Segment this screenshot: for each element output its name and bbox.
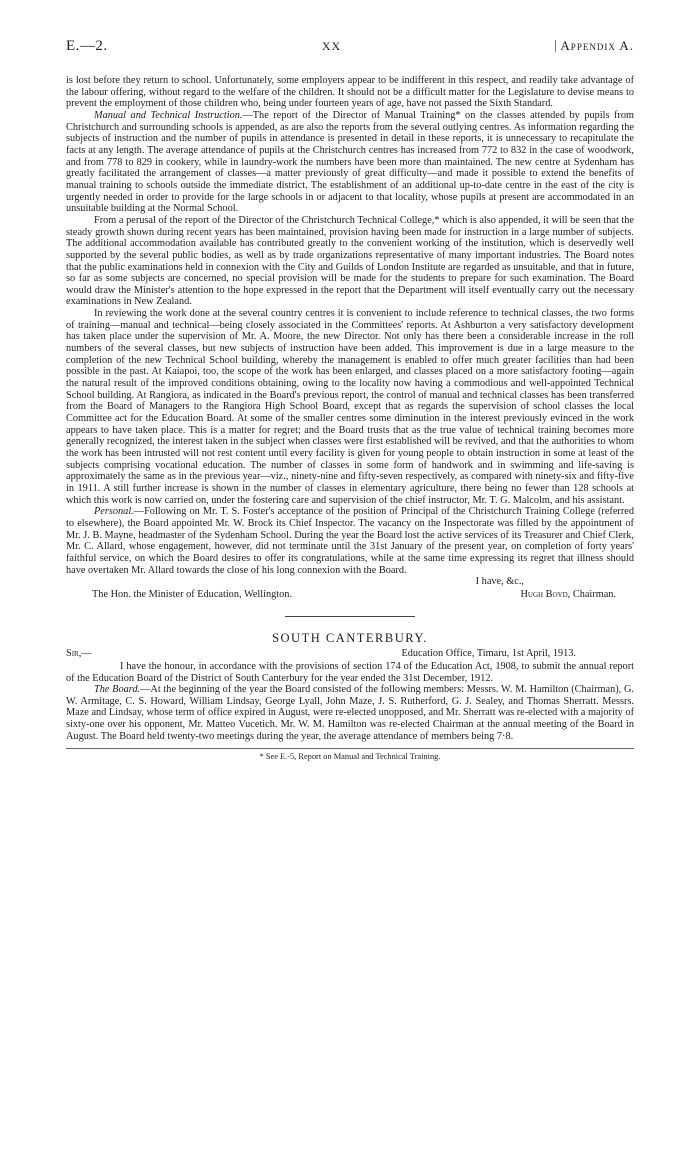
page-header <box>66 40 634 62</box>
paragraph-manual-technical <box>66 110 634 215</box>
signatory-title: , Chairman. <box>567 588 616 600</box>
paragraph-continuation: is lost before they return to school. Unfortunately, some employers appear to be indifferent in this respect, and readily take advantage of the labour offering, without regard to the welfare of the children. It should not be a difficult matter for the Legislature to devise means to prevent the employment of those children who, being under fourteen years of age, have not passed the Sixth Standard. <box>66 75 634 110</box>
paragraph-country-centres: In reviewing the work done at the several country centres it is convenient to include reference to technical classes, the two forms of training—manual and technical—being closely associated in the Committees' reports. At Ashburton a very satisfactory development has taken place under the supervision of Mr. A. Moore, the new Director. Not only has there been a considerable increase in the roll numbers of the several classes, but new subjects of instruction have been added. This improvement is due in a large measure to the completion of the new Technical School building, whereby the management is enabled to offer much greater facilities than had been possible in the past. At Kaiapoi, too, the scope of the work has been enlarged, and classes placed on a more satisfactory footing—again the natural result of the improved conditions obtaining, owing to the locality now having a commodious and well-appointed Technical School building. At Rangiora, as indicated in the Board's previous report, the control of manual and technical classes has been transferred from the Board of Managers to the Rangiora High School Board, except that as regards the supervision of school classes the local Committee act for the Education Board. At some of the smaller centres some diminution in the interest previously evinced in the work appears to have taken place. This is a matter for regret; and the Board trusts that as the true value of technical training becomes more generally recognized, the interest taken in the subject when classes were first established will be revived, and that the authorities to whom the work has been intrusted will not rest content until every facility is given for young people to obtain instruction in some at least of the subjects comprising vocational education. The number of classes in some form of handwork and in swimming and life-saving is approximately the same as in the previous year—viz., ninety-nine and fifty-seven respectively, as compared with ninety-six and fifty-five in 1911. A still further increase is shown in the number of classes in elementary agriculture, there being no fewer than 128 schools at which this work is now carried on, under the fostering care and supervision of the chief instructor, Mr. T. G. Malcolm, and his assistant. <box>66 308 634 506</box>
paragraph-board <box>66 684 634 742</box>
paragraph-body: —At the beginning of the year the Board consisted of the following members: Messrs. W. M. Hamilton (Chairman), G. W. Armitage, C. S. Howard, William Lindsay, George Lyall, John Maze, J. S. Rutherford, G. J. Sealey, and Thomas Sherratt. Messrs. Maze and Lindsay, whose term of office expired in August, were re-elected unopposed, and Mr. Sherratt was re-elected with a majority of sixty-one over his opponent, Mr. Matteo Vucetich. Mr. W. M. Hamilton was re-elected Chairman at the annual meeting of the Board in August. The Board held twenty-two meetings during the year, the average attendance of members being 7·8. <box>66 684 634 742</box>
addressee: The Hon. the Minister of Education, Wellington. <box>92 588 293 600</box>
signatory-name: Hugh Boyd <box>520 588 568 600</box>
paragraph-body: —The report of the Director of Manual Training* on the classes attended by pupils from Christchurch and surrounding schools is appended, as are also the reports from the several outlying centres. As information regarding the subjects of instruction and the number of pupils in attendance is presented in detail in these reports, it is unnecessary to recapitulate the facts at any length. The average attendance of pupils at the Christchurch centres has increased from 772 to 832 in the case of woodwork, and from 778 to 829 in cookery, while in laundry-work the numbers have been more than maintained. The new centre at Sydenham has greatly facilitated the arrangement of classes—a matter previously of great difficulty—and made it possible to extend the benefits of manual training to schools outside the immediate district. The establishment of an additional up-to-date centre in the east of the city is urgently needed in order to provide for the large schools in or adjacent to that locality, whose pupils at present are accommodated in an unsuitable building at the Normal School. <box>66 109 635 215</box>
section-divider <box>285 616 415 617</box>
heading-personal: Personal. <box>94 506 134 518</box>
closing-line: I have, &c., <box>475 576 524 588</box>
signature-row <box>66 589 634 601</box>
paragraph-body: —Following on Mr. T. S. Foster's acceptance of the position of Principal of the Christchurch Training College (referred to elsewhere), the Board appointed Mr. W. Brock its Chief Inspector. The vacancy on the Inspectorate was filled by the appointment of Mr. J. B. Mayne, headmaster of the Sydenham School. During the year the Board lost the active services of its Treasurer and Chief Clerk, Mr. C. Allard, whose engagement, however, did not terminate until the 31st January of the present year, on completion of forty years' faithful service, on which the Board desires to offer its congratulations, while at the same time expressing its regret that illness should have overtaken Mr. Allard towards the close of his long connexion with the Board. <box>66 506 634 576</box>
section-title: SOUTH CANTERBURY. <box>272 630 428 645</box>
page-code: E.—2. <box>66 38 108 54</box>
paragraph-technical-college: From a perusal of the report of the Director of the Christchurch Technical College,* which is also appended, it will be seen that the steady growth shown during recent years has been maintained, provision having been made for instruction in a large number of subjects. The additional accommodation available has contributed greatly to the convenient working of the institution, which is deservedly well supported by the several public bodies, as well as by trade organizations representative of many important industries. The Board notes that the public examinations held in connexion with the City and Guilds of London Institute are regarded as unsuitable, and that in future, so far as some subjects are concerned, no special provision will be made for the students to prepare for such examination. The Board would draw the Minister's attention to the hope expressed in the report that the Department will itself eventually carry out the necessary examinations in New Zealand. <box>66 214 634 308</box>
footnote-rule <box>66 748 634 749</box>
paragraph-intro: I have the honour, in accordance with the provisions of section 174 of the Education Act, 1908, to submit the annual report of the Education Board of the District of South Canterbury for the year ended the 31st December, 1912. <box>66 660 634 684</box>
page-number: XX <box>321 39 342 53</box>
salutation: Sir,— <box>66 648 92 660</box>
signatory <box>520 589 634 601</box>
paragraph-personal <box>66 506 634 576</box>
footnote: * See E.-5, Report on Manual and Technical Training. <box>259 752 441 762</box>
dateline: Education Office, Timaru, 1st April, 1913. <box>401 648 576 660</box>
heading-board: The Board. <box>94 684 141 696</box>
appendix-label: Appendix A. <box>555 40 634 52</box>
heading-manual-technical: Manual and Technical Instruction. <box>94 109 243 121</box>
salutation-row <box>66 648 634 660</box>
